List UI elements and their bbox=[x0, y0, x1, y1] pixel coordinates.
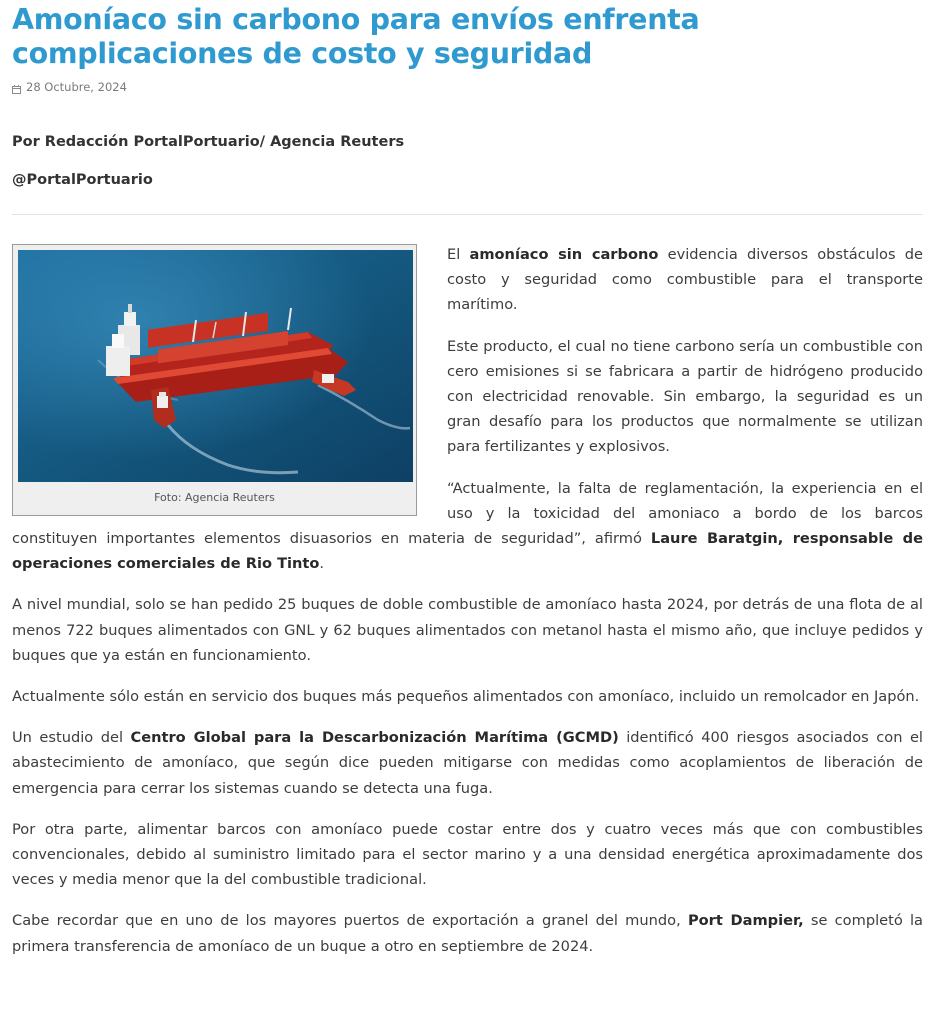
bold-organization: Centro Global para la Descarbonización Marítima (GCMD) bbox=[130, 729, 619, 747]
photo-caption: Foto: Agencia Reuters bbox=[154, 491, 275, 504]
text-span: . bbox=[319, 555, 325, 573]
divider bbox=[12, 214, 923, 215]
paragraph-4: A nivel mundial, solo se han pedido 25 buques de doble combustible de amoníaco hasta 2024, por detrás de una flota de al menos 722 buques alimentados con GNL y 62 buques alimentados con metanol hasta el mismo año, que incluye pedidos y buques que ya están en funcionamiento. bbox=[12, 596, 923, 664]
article-date: 28 Octubre, 2024 bbox=[26, 80, 127, 94]
text-span: identificó 400 riesgos asociados con el abastecimiento de amoníaco, que según dice pueden mitigarse con medidas como acoplamientos de liberación de emergencia para cerrar los sistemas cuando se detecta una fuga. bbox=[12, 729, 923, 797]
paragraph-2: Este producto, el cual no tiene carbono sería un combustible con cero emisiones si se fabricara a partir de hidrógeno producido con electricidad renovable. Sin embargo, la seguridad es un gran desafío para los productos que normalmente se utilizan para fertilizantes y explosivos. bbox=[447, 337, 923, 456]
ship-photo bbox=[18, 250, 413, 482]
article-meta bbox=[12, 80, 923, 94]
bold-term: amoníaco sin carbono bbox=[469, 246, 659, 263]
text-span: Cabe recordar que en uno de los mayores puertos de exportación a granel del mundo, bbox=[12, 912, 688, 930]
paragraph-8 bbox=[12, 908, 923, 958]
bold-place: Port Dampier, bbox=[687, 912, 804, 930]
text-span: se completó la primera transferencia de amoníaco de un buque a otro en septiembre de 2024. bbox=[12, 912, 923, 955]
article-figure bbox=[12, 244, 417, 516]
paragraph-7: Por otra parte, alimentar barcos con amoníaco puede costar entre dos y cuatro veces más que con combustibles convencionales, debido al suministro limitado para el sector marino y a una densidad energética aproximadamente dos veces y media menor que la del combustible tradicional. bbox=[12, 820, 923, 889]
text-span: Un estudio del bbox=[12, 729, 131, 747]
article-title: Amoníaco sin carbono para envíos enfrenta complicaciones de costo y seguridad bbox=[12, 3, 700, 70]
social-handle: @PortalPortuario bbox=[12, 172, 153, 188]
text-span: El bbox=[447, 246, 470, 263]
calendar-icon bbox=[12, 83, 21, 92]
paragraph-6 bbox=[12, 725, 923, 801]
article-body bbox=[12, 242, 923, 959]
text-span: “Actualmente, la falta de reglamentación, la experiencia en el uso y la toxicidad del amoniaco a bordo de los barcos constituyen importantes elementos disuasorios en materia de seguridad”, afirmó bbox=[12, 479, 923, 548]
paragraph-5: Actualmente sólo están en servicio dos buques más pequeños alimentados con amoníaco, incluido un remolcador en Japón. bbox=[12, 688, 920, 706]
text-span: evidencia diversos obstáculos de costo y seguridad como combustible para el transporte marítimo. bbox=[447, 246, 923, 314]
bold-person: Laure Baratgin, responsable de operaciones comerciales de Rio Tinto bbox=[12, 530, 924, 573]
article-byline: Por Redacción PortalPortuario/ Agencia Reuters bbox=[12, 134, 405, 150]
